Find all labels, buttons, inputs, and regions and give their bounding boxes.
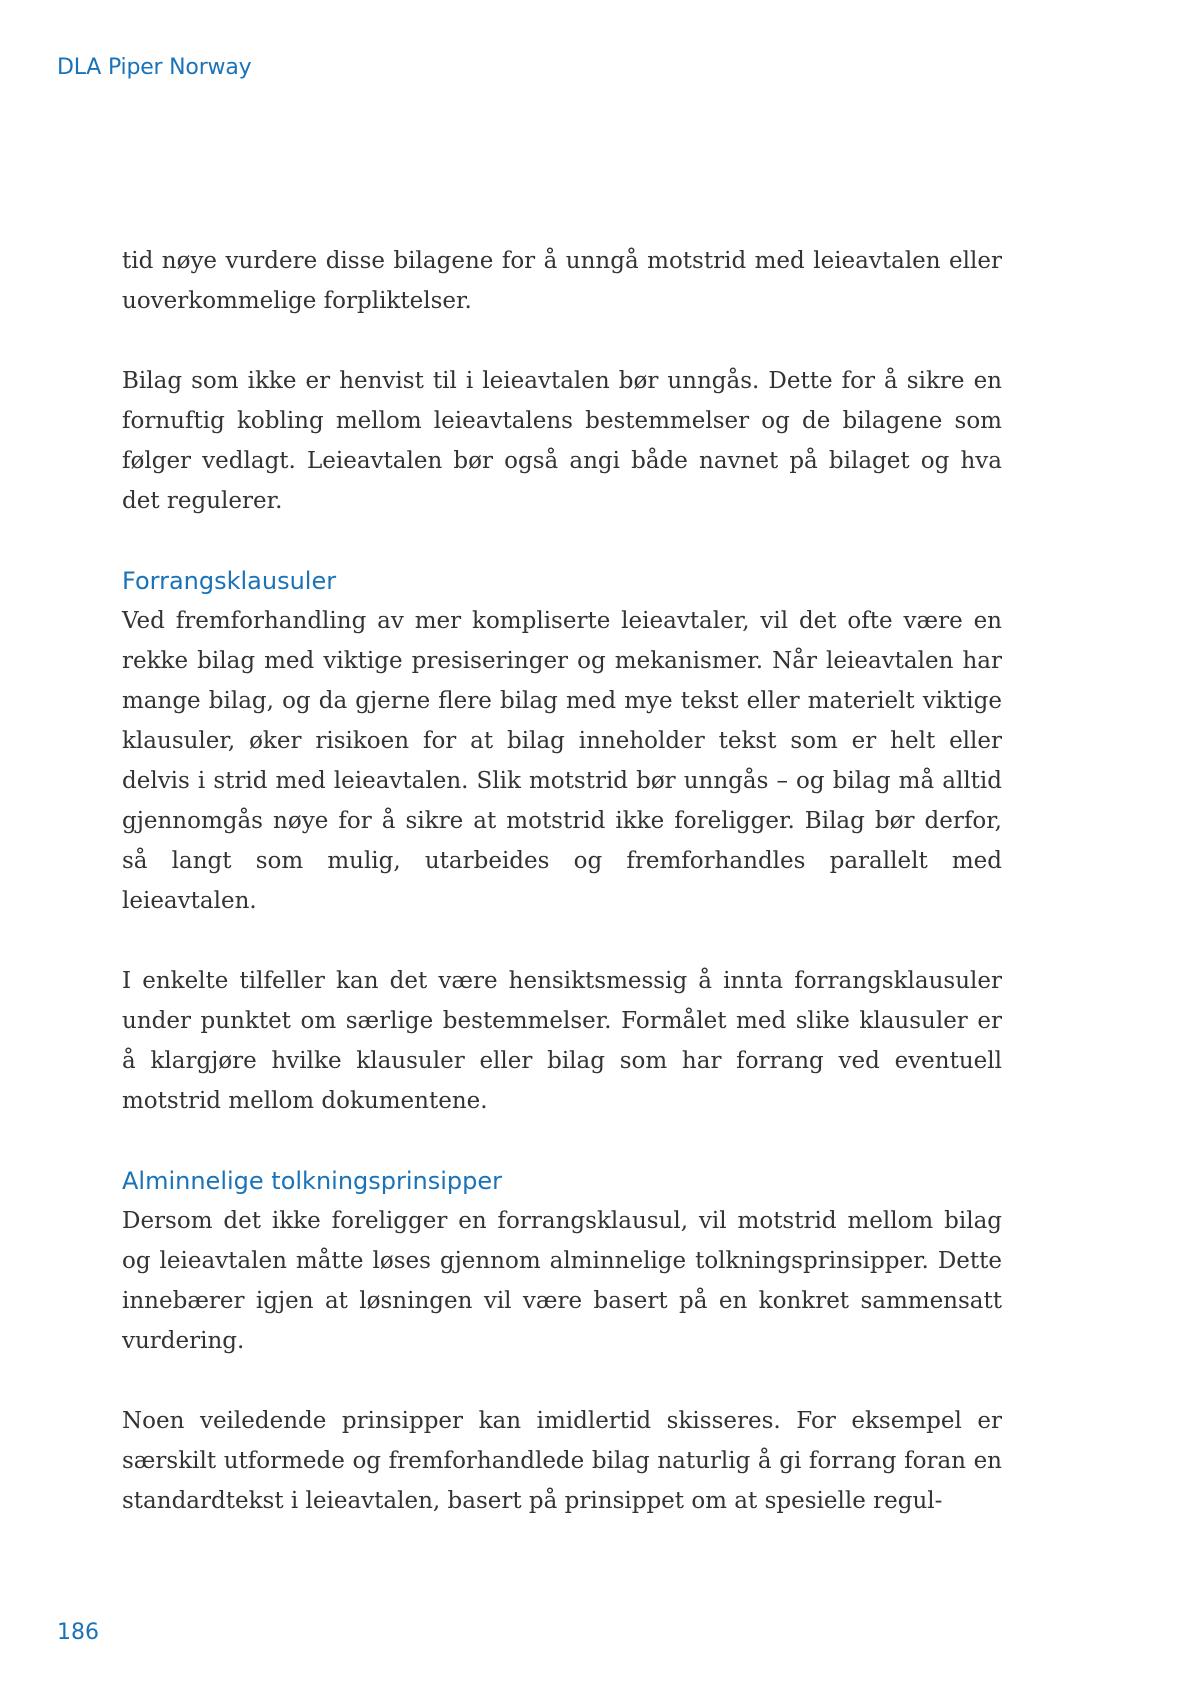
main-content <box>122 241 1002 1521</box>
page-number: 186 <box>57 1620 99 1645</box>
paragraph-forrang-1: Ved fremforhandling av mer kompliserte leieavtaler, vil det ofte være en rekke bilag med viktige presiseringer og mekanismer. Når leieavtalen har mange bilag, og da gjerne flere bilag med mye tekst eller materielt viktige klausuler, øker risikoen for at bilag inneholder tekst som er helt eller delvis i strid med leieavtalen. Slik motstrid bør unngås – og bilag må alltid gjennomgås nøye for å sikre at motstrid ikke foreligger. Bilag bør derfor, så langt som mulig, utarbeides og fremforhandles parallelt med leieavtalen. <box>122 608 1002 914</box>
paragraph-tolkning-1: Dersom det ikke foreligger en forrangsklausul, vil motstrid mellom bilag og leieavtalen måtte løses gjennom alminnelige tolkningsprinsipper. Dette innebærer igjen at løsningen vil være basert på en konkret sammensatt vurdering. <box>122 1208 1002 1354</box>
section-heading-forrangsklausuler: Forrangsklausuler <box>122 567 337 595</box>
paragraph-tolkning-2: Noen veiledende prinsipper kan imidlertid skisseres. For eksempel er særskilt utformede og fremforhandlede bilag naturlig å gi forrang foran en standardtekst i leieavtalen, basert på prinsippet om at spesielle regul- <box>122 1408 1002 1514</box>
section-heading-tolkningsprinsipper: Alminnelige tolkningsprinsipper <box>122 1167 503 1195</box>
paragraph-bilag: Bilag som ikke er henvist til i leieavtalen bør unngås. Dette for å sikre en fornuftig kobling mellom leieavtalens bestemmelser og de bilagene som følger vedlagt. Leieavtalen bør også angi både navnet på bilaget og hva det regulerer. <box>122 368 1002 514</box>
paragraph-continuation: tid nøye vurdere disse bilagene for å unngå motstrid med leieavtalen eller uoverkommelige forpliktelser. <box>122 248 1002 314</box>
paragraph-forrang-2: I enkelte tilfeller kan det være hensiktsmessig å innta forrangsklausuler under punktet om særlige bestemmelser. Formålet med slike klausuler er å klargjøre hvilke klausuler eller bilag som har forrang ved eventuell motstrid mellom dokumentene. <box>122 968 1002 1114</box>
running-header: DLA Piper Norway <box>57 55 252 80</box>
